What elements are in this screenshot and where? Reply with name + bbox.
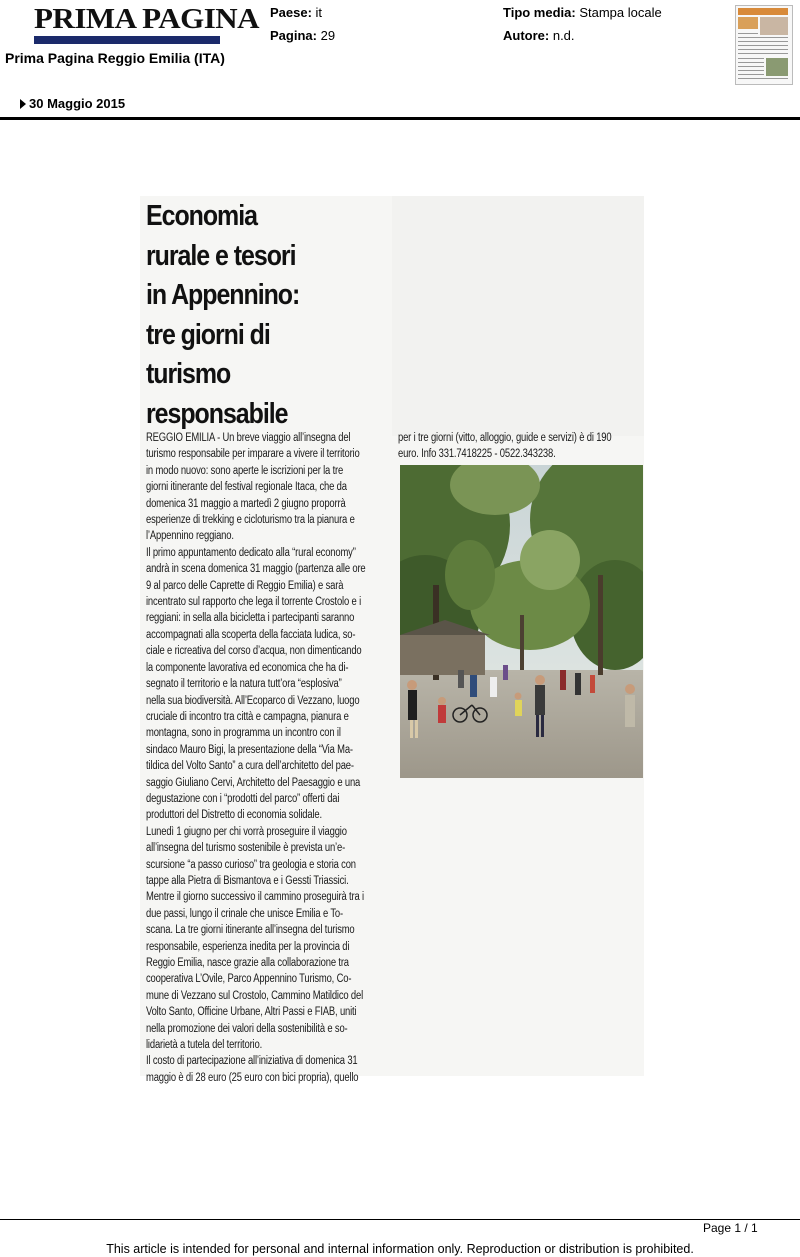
body-line: due passi, lungo il crinale che unisce Emilia e To- xyxy=(146,907,343,920)
body-line: incentrato sul rapporto che lega il torrente Crostolo e i xyxy=(146,596,362,609)
body-line: Volto Santo, Officine Urbane, Altri Passi e FIAB, uniti xyxy=(146,1006,357,1019)
body-line: tildica del Volto Santo” a cura dell’architetto del pae- xyxy=(146,760,354,773)
footer-divider xyxy=(0,1219,800,1220)
headline-line: tre giorni di xyxy=(146,318,270,351)
headline-line: in Appennino: xyxy=(146,279,300,311)
autore-label: Autore: xyxy=(503,28,550,43)
body-line: Il primo appuntamento dedicato alla “rural economy” xyxy=(146,546,356,559)
body-line: l’Appennino reggiano. xyxy=(146,530,234,543)
body-line: all’insegna del turismo sostenibile è prevista un’e- xyxy=(146,842,346,855)
body-line: scursione “a passo curioso” tra geologia e storia con xyxy=(146,858,356,871)
body-line: nella promozione dei valori della sostenibilità e so- xyxy=(146,1022,348,1035)
body-line: cooperativa L’Ovile, Parco Appennino Turismo, Co- xyxy=(146,973,352,986)
body-line: Reggio Emilia, nasce grazie alla collaborazione tra xyxy=(146,957,349,969)
body-line: la componente lavorativa ed economica che ha di- xyxy=(146,661,349,674)
headline-line: responsabile xyxy=(146,397,288,430)
page-indicator: Page 1 / 1 xyxy=(703,1221,758,1235)
article-body-right-column xyxy=(398,430,642,463)
body-line: mune di Vezzano sul Crostolo, Cammino Matildico del xyxy=(146,989,364,1002)
date-text: 30 Maggio 2015 xyxy=(29,96,126,111)
clipping-background-top-right xyxy=(392,196,644,436)
publication-logo xyxy=(34,2,260,45)
body-line: reggiani: in sella alla bicicletta i partecipanti saranno xyxy=(146,612,355,625)
body-line: 9 al parco delle Caprette di Reggio Emilia) e sarà xyxy=(146,579,344,592)
body-line: produttori del Distretto di economia solidale. xyxy=(146,809,322,822)
pagina-label: Pagina: xyxy=(270,28,317,43)
body-line: esperienze di trekking e cicloturismo tra la pianura e xyxy=(146,514,355,527)
headline-line: turismo xyxy=(146,358,231,390)
article-body-left-column xyxy=(146,430,390,1086)
body-line: giorni itinerante del festival regionale Itaca, che da xyxy=(146,481,347,494)
tipo-value: Stampa locale xyxy=(579,5,662,20)
article-headline xyxy=(146,197,352,434)
body-line: Il costo di partecipazione all’iniziativa di domenica 31 xyxy=(146,1055,358,1068)
triangle-right-icon xyxy=(20,99,26,109)
body-line: montagna, sono in programma un incontro con il xyxy=(146,727,341,740)
body-line: sindaco Mauro Bigi, la presentazione della “Via Ma- xyxy=(146,743,353,756)
body-line: saggio Giuliano Cervi, Architetto del Paesaggio e una xyxy=(146,776,361,789)
logo-title: PRIMA PAGINA xyxy=(34,2,260,35)
page-thumbnail[interactable] xyxy=(735,5,793,85)
body-line: REGGIO EMILIA - Un breve viaggio all’insegna del xyxy=(146,432,351,444)
meta-pagina xyxy=(270,28,335,43)
body-line: cruciale di incontro tra città e campagna, pianura e xyxy=(146,710,349,723)
body-line: maggio è di 28 euro (25 euro con bici propria), quello xyxy=(146,1071,359,1084)
pagina-value: 29 xyxy=(320,28,336,43)
disclaimer: This article is intended for personal and internal information only. Reproduction or distribution is prohibited. xyxy=(106,1242,694,1256)
body-line: domenica 31 maggio a martedì 2 giugno proporrà xyxy=(146,497,346,510)
paese-label: Paese: xyxy=(270,5,312,20)
body-line: degustazione con i “prodotti del parco” offerti dai xyxy=(146,792,340,805)
meta-tipo-media xyxy=(503,5,662,20)
meta-autore xyxy=(503,28,575,43)
header-divider xyxy=(0,117,800,120)
body-line: lidarietà a tutela del territorio. xyxy=(146,1039,263,1052)
body-line: responsabile, esperienza inedita per la provincia di xyxy=(146,940,350,953)
body-line: euro. Info 331.7418225 - 0522.343238. xyxy=(398,448,556,461)
autore-value: n.d. xyxy=(552,28,575,43)
article-photo xyxy=(400,465,643,778)
tipo-label: Tipo media: xyxy=(503,5,576,20)
body-line: segnato il territorio e la natura tutt’ora “esplosiva” xyxy=(146,678,342,691)
article-date xyxy=(20,96,125,111)
body-line: in modo nuovo: sono aperte le iscrizioni per la tre xyxy=(146,464,344,477)
body-line: nella sua biodiversità. All’Ecoparco di Vezzano, luogo xyxy=(146,694,360,707)
meta-paese xyxy=(270,5,322,20)
headline-line: Economia xyxy=(146,200,257,232)
publication-name: Prima Pagina Reggio Emilia (ITA) xyxy=(5,50,225,66)
body-line: accompagnati alla scoperta della facciata ludica, so- xyxy=(146,628,356,641)
body-line: ciale e ricreativa del corso d’acqua, non dimenticando xyxy=(146,645,362,658)
body-line: turismo responsabile per imparare a vivere il territorio xyxy=(146,448,360,461)
headline-line: rurale e tesori xyxy=(146,239,296,272)
body-line: per i tre giorni (vitto, alloggio, guide e servizi) è di 190 xyxy=(398,432,612,444)
body-line: andrà in scena domenica 31 maggio (partenza alle ore xyxy=(146,563,366,576)
body-line: scana. La tre giorni itinerante all’insegna del turismo xyxy=(146,924,355,937)
body-line: tappe alla Pietra di Bismantova e i Gessti Triassici. xyxy=(146,874,349,887)
logo-tagline-bar xyxy=(34,36,220,44)
body-line: Mentre il giorno successivo il cammino proseguirà tra i xyxy=(146,891,364,904)
paese-value: it xyxy=(315,5,323,20)
body-line: Lunedì 1 giugno per chi vorrà proseguire il viaggio xyxy=(146,825,347,838)
